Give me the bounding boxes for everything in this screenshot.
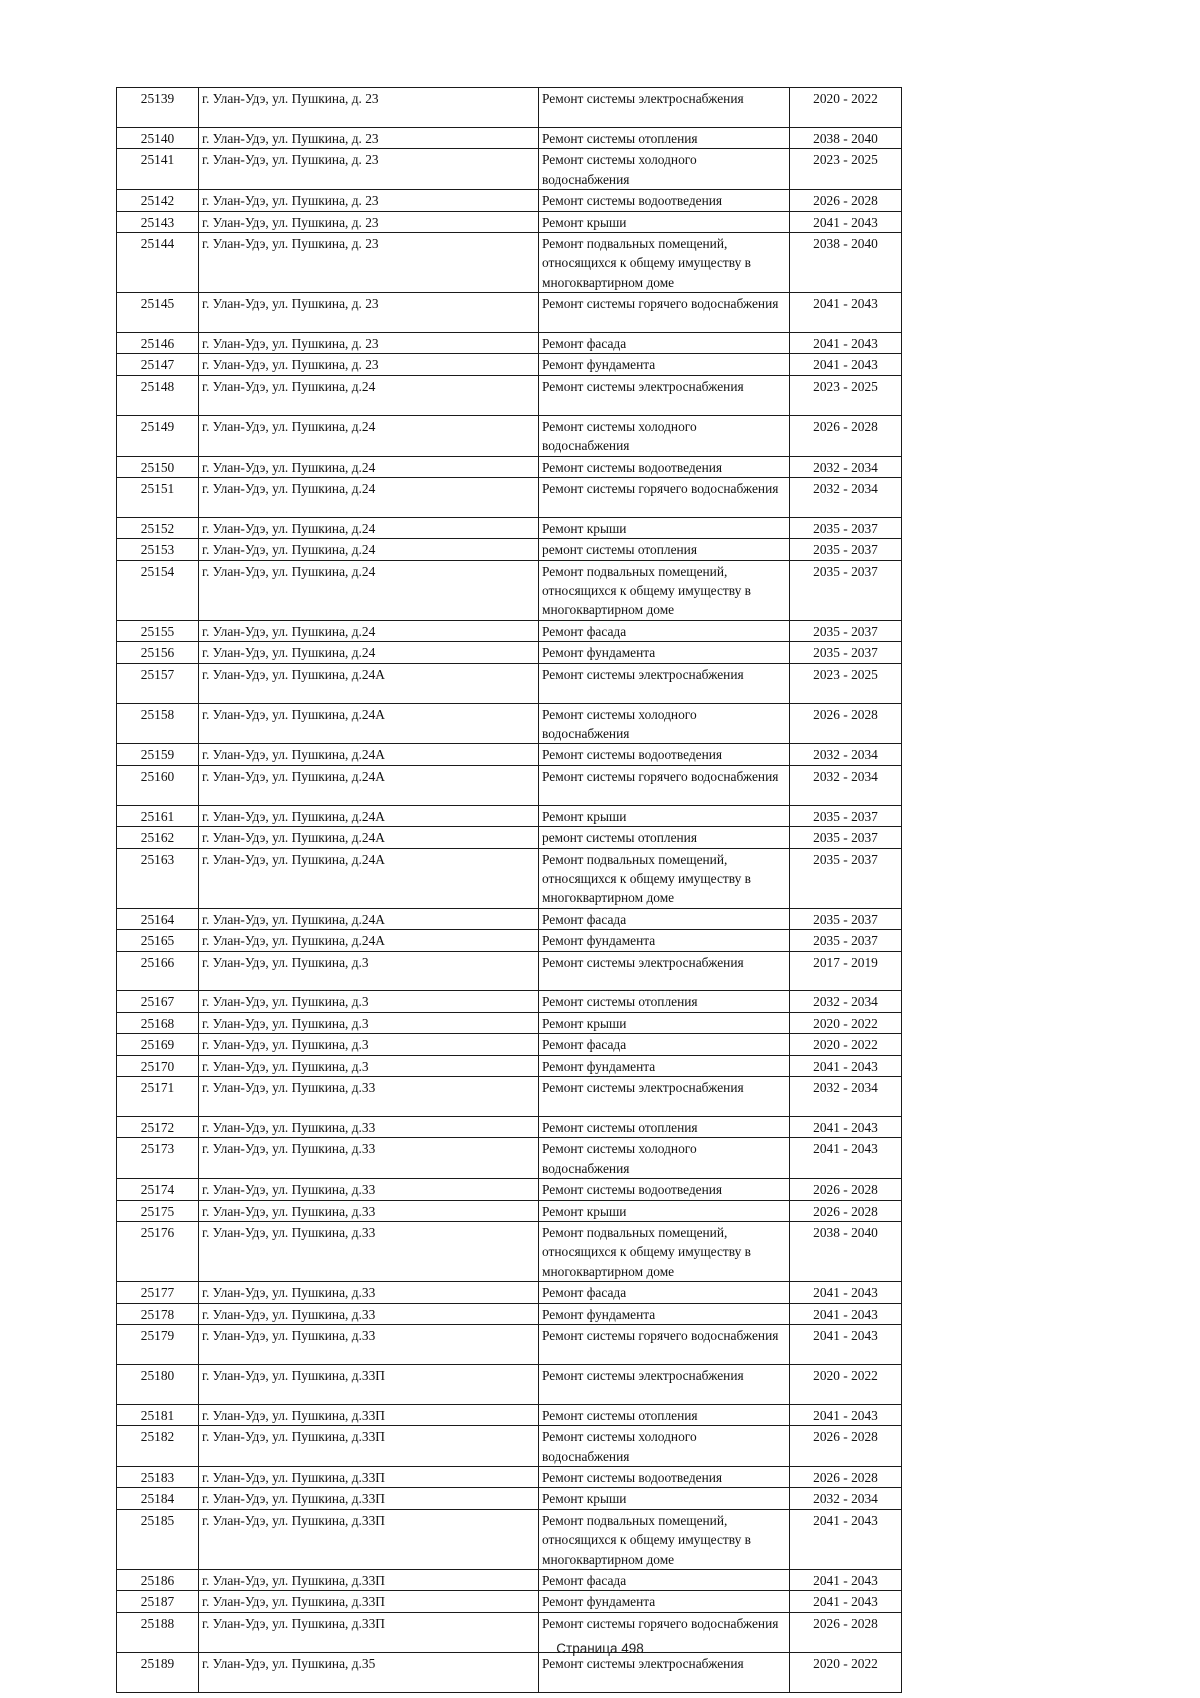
period-cell: 2041 - 2043 [790, 1055, 902, 1076]
work-type-cell: Ремонт фасада [539, 1034, 790, 1055]
address-cell: г. Улан-Удэ, ул. Пушкина, д.24 [199, 517, 539, 538]
work-type-cell: Ремонт подвальных помещений, относящихся к общему имуществу в многоквартирном доме [539, 232, 790, 292]
period-cell: 2041 - 2043 [790, 1591, 902, 1612]
period-cell: 2035 - 2037 [790, 642, 902, 663]
address-cell: г. Улан-Удэ, ул. Пушкина, д.24А [199, 744, 539, 765]
address-cell: г. Улан-Удэ, ул. Пушкина, д.24 [199, 375, 539, 415]
work-type-cell: Ремонт системы водоотведения [539, 456, 790, 477]
table-row [117, 477, 902, 517]
work-type-cell: Ремонт крыши [539, 517, 790, 538]
row-number-cell: 25171 [117, 1077, 199, 1117]
work-type-cell: Ремонт фундамента [539, 642, 790, 663]
row-number-cell: 25176 [117, 1221, 199, 1281]
period-cell: 2038 - 2040 [790, 232, 902, 292]
period-cell: 2026 - 2028 [790, 703, 902, 744]
row-number-cell: 25170 [117, 1055, 199, 1076]
period-cell: 2035 - 2037 [790, 517, 902, 538]
address-cell: г. Улан-Удэ, ул. Пушкина, д.33 [199, 1282, 539, 1303]
row-number-cell: 25163 [117, 848, 199, 908]
table-row [117, 1200, 902, 1221]
table-row [117, 1055, 902, 1076]
table-row [117, 908, 902, 929]
work-type-cell: Ремонт системы водоотведения [539, 1179, 790, 1200]
period-cell: 2017 - 2019 [790, 951, 902, 991]
table-row [117, 1138, 902, 1179]
work-type-cell: Ремонт системы электроснабжения [539, 88, 790, 128]
table-row [117, 415, 902, 456]
address-cell: г. Улан-Удэ, ул. Пушкина, д. 23 [199, 354, 539, 375]
work-type-cell: Ремонт фасада [539, 333, 790, 354]
table-row [117, 127, 902, 148]
address-cell: г. Улан-Удэ, ул. Пушкина, д. 23 [199, 333, 539, 354]
row-number-cell: 25139 [117, 88, 199, 128]
period-cell: 2041 - 2043 [790, 1116, 902, 1137]
work-type-cell: Ремонт системы водоотведения [539, 1467, 790, 1488]
work-type-cell: Ремонт фасада [539, 1282, 790, 1303]
period-cell: 2026 - 2028 [790, 190, 902, 211]
address-cell: г. Улан-Удэ, ул. Пушкина, д.33 [199, 1179, 539, 1200]
work-type-cell: Ремонт фундамента [539, 354, 790, 375]
work-type-cell: Ремонт системы холодного водоснабжения [539, 415, 790, 456]
table-row [117, 560, 902, 620]
table-row [117, 354, 902, 375]
row-number-cell: 25161 [117, 805, 199, 826]
table-row [117, 375, 902, 415]
period-cell: 2035 - 2037 [790, 560, 902, 620]
table-row [117, 1488, 902, 1509]
period-cell: 2026 - 2028 [790, 1179, 902, 1200]
row-number-cell: 25173 [117, 1138, 199, 1179]
address-cell: г. Улан-Удэ, ул. Пушкина, д.24 [199, 620, 539, 641]
table-row [117, 1404, 902, 1425]
row-number-cell: 25158 [117, 703, 199, 744]
address-cell: г. Улан-Удэ, ул. Пушкина, д.33П [199, 1509, 539, 1569]
address-cell: г. Улан-Удэ, ул. Пушкина, д. 23 [199, 88, 539, 128]
row-number-cell: 25178 [117, 1303, 199, 1324]
work-type-cell: ремонт системы отопления [539, 539, 790, 560]
row-number-cell: 25166 [117, 951, 199, 991]
table-row [117, 1221, 902, 1281]
table-row [117, 827, 902, 848]
period-cell: 2023 - 2025 [790, 663, 902, 703]
period-cell: 2032 - 2034 [790, 456, 902, 477]
address-cell: г. Улан-Удэ, ул. Пушкина, д.33П [199, 1426, 539, 1467]
address-cell: г. Улан-Удэ, ул. Пушкина, д.24А [199, 805, 539, 826]
row-number-cell: 25148 [117, 375, 199, 415]
address-cell: г. Улан-Удэ, ул. Пушкина, д. 23 [199, 293, 539, 333]
period-cell: 2041 - 2043 [790, 1570, 902, 1591]
address-cell: г. Улан-Удэ, ул. Пушкина, д.33П [199, 1570, 539, 1591]
address-cell: г. Улан-Удэ, ул. Пушкина, д.24А [199, 908, 539, 929]
address-cell: г. Улан-Удэ, ул. Пушкина, д. 23 [199, 127, 539, 148]
table-row [117, 620, 902, 641]
address-cell: г. Улан-Удэ, ул. Пушкина, д.3 [199, 1034, 539, 1055]
period-cell: 2023 - 2025 [790, 149, 902, 190]
address-cell: г. Улан-Удэ, ул. Пушкина, д.3 [199, 1055, 539, 1076]
table-row [117, 951, 902, 991]
period-cell: 2020 - 2022 [790, 1652, 902, 1692]
row-number-cell: 25143 [117, 211, 199, 232]
period-cell: 2032 - 2034 [790, 744, 902, 765]
row-number-cell: 25160 [117, 765, 199, 805]
period-cell: 2038 - 2040 [790, 127, 902, 148]
period-cell: 2035 - 2037 [790, 805, 902, 826]
table-row [117, 805, 902, 826]
work-type-cell: Ремонт системы электроснабжения [539, 951, 790, 991]
row-number-cell: 25152 [117, 517, 199, 538]
work-type-cell: Ремонт системы горячего водоснабжения [539, 293, 790, 333]
period-cell: 2023 - 2025 [790, 375, 902, 415]
work-type-cell: Ремонт системы горячего водоснабжения [539, 1325, 790, 1365]
address-cell: г. Улан-Удэ, ул. Пушкина, д.24А [199, 663, 539, 703]
table-row [117, 293, 902, 333]
address-cell: г. Улан-Удэ, ул. Пушкина, д.33 [199, 1303, 539, 1324]
work-type-cell: Ремонт системы электроснабжения [539, 375, 790, 415]
work-type-cell: Ремонт крыши [539, 211, 790, 232]
address-cell: г. Улан-Удэ, ул. Пушкина, д.33 [199, 1325, 539, 1365]
address-cell: г. Улан-Удэ, ул. Пушкина, д.33 [199, 1138, 539, 1179]
work-type-cell: Ремонт крыши [539, 805, 790, 826]
period-cell: 2035 - 2037 [790, 908, 902, 929]
row-number-cell: 25157 [117, 663, 199, 703]
work-type-cell: Ремонт крыши [539, 1488, 790, 1509]
table-row [117, 1591, 902, 1612]
row-number-cell: 25184 [117, 1488, 199, 1509]
period-cell: 2041 - 2043 [790, 1282, 902, 1303]
period-cell: 2041 - 2043 [790, 1404, 902, 1425]
address-cell: г. Улан-Удэ, ул. Пушкина, д.33 [199, 1200, 539, 1221]
row-number-cell: 25165 [117, 930, 199, 951]
address-cell: г. Улан-Удэ, ул. Пушкина, д.24А [199, 930, 539, 951]
row-number-cell: 25175 [117, 1200, 199, 1221]
table-row [117, 539, 902, 560]
address-cell: г. Улан-Удэ, ул. Пушкина, д.24 [199, 456, 539, 477]
work-type-cell: Ремонт подвальных помещений, относящихся к общему имуществу в многоквартирном доме [539, 1221, 790, 1281]
table-row [117, 663, 902, 703]
row-number-cell: 25159 [117, 744, 199, 765]
row-number-cell: 25186 [117, 1570, 199, 1591]
period-cell: 2035 - 2037 [790, 539, 902, 560]
row-number-cell: 25154 [117, 560, 199, 620]
work-type-cell: Ремонт системы отопления [539, 127, 790, 148]
work-type-cell: Ремонт системы отопления [539, 991, 790, 1012]
table-body [117, 88, 902, 1693]
work-type-cell: Ремонт крыши [539, 1200, 790, 1221]
row-number-cell: 25172 [117, 1116, 199, 1137]
table-row [117, 149, 902, 190]
address-cell: г. Улан-Удэ, ул. Пушкина, д.3 [199, 951, 539, 991]
table-row [117, 703, 902, 744]
address-cell: г. Улан-Удэ, ул. Пушкина, д.24 [199, 642, 539, 663]
table-row [117, 1652, 902, 1692]
work-type-cell: Ремонт системы холодного водоснабжения [539, 149, 790, 190]
period-cell: 2026 - 2028 [790, 1467, 902, 1488]
period-cell: 2038 - 2040 [790, 1221, 902, 1281]
address-cell: г. Улан-Удэ, ул. Пушкина, д.24 [199, 560, 539, 620]
table-row [117, 517, 902, 538]
row-number-cell: 25145 [117, 293, 199, 333]
work-type-cell: Ремонт системы водоотведения [539, 744, 790, 765]
table-row [117, 211, 902, 232]
row-number-cell: 25149 [117, 415, 199, 456]
address-cell: г. Улан-Удэ, ул. Пушкина, д.33П [199, 1591, 539, 1612]
table-row [117, 232, 902, 292]
row-number-cell: 25182 [117, 1426, 199, 1467]
row-number-cell: 25189 [117, 1652, 199, 1692]
row-number-cell: 25181 [117, 1404, 199, 1425]
row-number-cell: 25156 [117, 642, 199, 663]
table-row [117, 765, 902, 805]
period-cell: 2041 - 2043 [790, 333, 902, 354]
work-type-cell: Ремонт фундамента [539, 930, 790, 951]
table-row [117, 456, 902, 477]
row-number-cell: 25169 [117, 1034, 199, 1055]
row-number-cell: 25153 [117, 539, 199, 560]
address-cell: г. Улан-Удэ, ул. Пушкина, д.33 [199, 1221, 539, 1281]
work-type-cell: Ремонт системы холодного водоснабжения [539, 1426, 790, 1467]
address-cell: г. Улан-Удэ, ул. Пушкина, д.24А [199, 848, 539, 908]
row-number-cell: 25187 [117, 1591, 199, 1612]
period-cell: 2032 - 2034 [790, 991, 902, 1012]
row-number-cell: 25185 [117, 1509, 199, 1569]
work-type-cell: Ремонт фундамента [539, 1055, 790, 1076]
table-row [117, 1325, 902, 1365]
row-number-cell: 25174 [117, 1179, 199, 1200]
table-row [117, 848, 902, 908]
row-number-cell: 25167 [117, 991, 199, 1012]
address-cell: г. Улан-Удэ, ул. Пушкина, д.24 [199, 539, 539, 560]
row-number-cell: 25140 [117, 127, 199, 148]
work-type-cell: Ремонт фундамента [539, 1303, 790, 1324]
page-number: Страница 498 [556, 1641, 644, 1656]
address-cell: г. Улан-Удэ, ул. Пушкина, д.24А [199, 765, 539, 805]
work-type-cell: Ремонт системы холодного водоснабжения [539, 703, 790, 744]
table-row [117, 1364, 902, 1404]
row-number-cell: 25142 [117, 190, 199, 211]
address-cell: г. Улан-Удэ, ул. Пушкина, д. 23 [199, 211, 539, 232]
work-type-cell: Ремонт системы электроснабжения [539, 663, 790, 703]
repair-schedule-table [116, 87, 902, 1693]
work-type-cell: Ремонт подвальных помещений, относящихся к общему имуществу в многоквартирном доме [539, 1509, 790, 1569]
table-row [117, 1077, 902, 1117]
period-cell: 2026 - 2028 [790, 415, 902, 456]
period-cell: 2026 - 2028 [790, 1200, 902, 1221]
table-row [117, 1034, 902, 1055]
row-number-cell: 25147 [117, 354, 199, 375]
work-type-cell: Ремонт системы горячего водоснабжения [539, 765, 790, 805]
work-type-cell: Ремонт системы электроснабжения [539, 1652, 790, 1692]
table-row [117, 1426, 902, 1467]
address-cell: г. Улан-Удэ, ул. Пушкина, д.35 [199, 1652, 539, 1692]
address-cell: г. Улан-Удэ, ул. Пушкина, д.24А [199, 703, 539, 744]
work-type-cell: Ремонт фасада [539, 1570, 790, 1591]
period-cell: 2032 - 2034 [790, 477, 902, 517]
address-cell: г. Улан-Удэ, ул. Пушкина, д.24 [199, 415, 539, 456]
period-cell: 2032 - 2034 [790, 1077, 902, 1117]
table-row [117, 930, 902, 951]
address-cell: г. Улан-Удэ, ул. Пушкина, д.33П [199, 1488, 539, 1509]
period-cell: 2020 - 2022 [790, 1364, 902, 1404]
period-cell: 2041 - 2043 [790, 293, 902, 333]
work-type-cell: Ремонт фундамента [539, 1591, 790, 1612]
table-row [117, 642, 902, 663]
work-type-cell: Ремонт системы холодного водоснабжения [539, 1138, 790, 1179]
row-number-cell: 25141 [117, 149, 199, 190]
period-cell: 2041 - 2043 [790, 354, 902, 375]
table-row [117, 1012, 902, 1033]
row-number-cell: 25188 [117, 1612, 199, 1652]
work-type-cell: Ремонт системы горячего водоснабжения [539, 477, 790, 517]
table-row [117, 88, 902, 128]
period-cell: 2035 - 2037 [790, 620, 902, 641]
row-number-cell: 25162 [117, 827, 199, 848]
period-cell: 2041 - 2043 [790, 1138, 902, 1179]
row-number-cell: 25180 [117, 1364, 199, 1404]
address-cell: г. Улан-Удэ, ул. Пушкина, д.3 [199, 991, 539, 1012]
row-number-cell: 25155 [117, 620, 199, 641]
period-cell: 2020 - 2022 [790, 1034, 902, 1055]
work-type-cell: Ремонт системы электроснабжения [539, 1364, 790, 1404]
table-row [117, 1509, 902, 1569]
work-type-cell: Ремонт крыши [539, 1012, 790, 1033]
period-cell: 2041 - 2043 [790, 1303, 902, 1324]
row-number-cell: 25168 [117, 1012, 199, 1033]
address-cell: г. Улан-Удэ, ул. Пушкина, д. 23 [199, 149, 539, 190]
period-cell: 2026 - 2028 [790, 1612, 902, 1652]
address-cell: г. Улан-Удэ, ул. Пушкина, д.3 [199, 1012, 539, 1033]
row-number-cell: 25179 [117, 1325, 199, 1365]
period-cell: 2032 - 2034 [790, 1488, 902, 1509]
period-cell: 2032 - 2034 [790, 765, 902, 805]
address-cell: г. Улан-Удэ, ул. Пушкина, д. 23 [199, 232, 539, 292]
row-number-cell: 25146 [117, 333, 199, 354]
period-cell: 2041 - 2043 [790, 1325, 902, 1365]
address-cell: г. Улан-Удэ, ул. Пушкина, д.33П [199, 1467, 539, 1488]
table-row [117, 1303, 902, 1324]
work-type-cell: Ремонт системы электроснабжения [539, 1077, 790, 1117]
table-row [117, 1570, 902, 1591]
period-cell: 2026 - 2028 [790, 1426, 902, 1467]
row-number-cell: 25151 [117, 477, 199, 517]
table-row [117, 991, 902, 1012]
period-cell: 2041 - 2043 [790, 211, 902, 232]
address-cell: г. Улан-Удэ, ул. Пушкина, д.33П [199, 1404, 539, 1425]
work-type-cell: Ремонт системы отопления [539, 1116, 790, 1137]
address-cell: г. Улан-Удэ, ул. Пушкина, д.33 [199, 1116, 539, 1137]
row-number-cell: 25164 [117, 908, 199, 929]
table-row [117, 1467, 902, 1488]
work-type-cell: Ремонт фасада [539, 620, 790, 641]
address-cell: г. Улан-Удэ, ул. Пушкина, д.33П [199, 1364, 539, 1404]
table-row [117, 1179, 902, 1200]
period-cell: 2020 - 2022 [790, 1012, 902, 1033]
row-number-cell: 25150 [117, 456, 199, 477]
table-row [117, 190, 902, 211]
row-number-cell: 25177 [117, 1282, 199, 1303]
period-cell: 2035 - 2037 [790, 848, 902, 908]
table-row [117, 333, 902, 354]
table-row [117, 1116, 902, 1137]
period-cell: 2041 - 2043 [790, 1509, 902, 1569]
work-type-cell: Ремонт системы горячего водоснабжения [539, 1612, 790, 1652]
address-cell: г. Улан-Удэ, ул. Пушкина, д.24А [199, 827, 539, 848]
address-cell: г. Улан-Удэ, ул. Пушкина, д.33 [199, 1077, 539, 1117]
period-cell: 2035 - 2037 [790, 930, 902, 951]
work-type-cell: Ремонт подвальных помещений, относящихся к общему имуществу в многоквартирном доме [539, 560, 790, 620]
period-cell: 2035 - 2037 [790, 827, 902, 848]
work-type-cell: Ремонт фасада [539, 908, 790, 929]
work-type-cell: Ремонт системы водоотведения [539, 190, 790, 211]
table-row [117, 744, 902, 765]
work-type-cell: Ремонт подвальных помещений, относящихся к общему имуществу в многоквартирном доме [539, 848, 790, 908]
address-cell: г. Улан-Удэ, ул. Пушкина, д. 23 [199, 190, 539, 211]
work-type-cell: Ремонт системы отопления [539, 1404, 790, 1425]
row-number-cell: 25144 [117, 232, 199, 292]
row-number-cell: 25183 [117, 1467, 199, 1488]
work-type-cell: ремонт системы отопления [539, 827, 790, 848]
table-row [117, 1282, 902, 1303]
period-cell: 2020 - 2022 [790, 88, 902, 128]
address-cell: г. Улан-Удэ, ул. Пушкина, д.24 [199, 477, 539, 517]
address-cell: г. Улан-Удэ, ул. Пушкина, д.33П [199, 1612, 539, 1652]
